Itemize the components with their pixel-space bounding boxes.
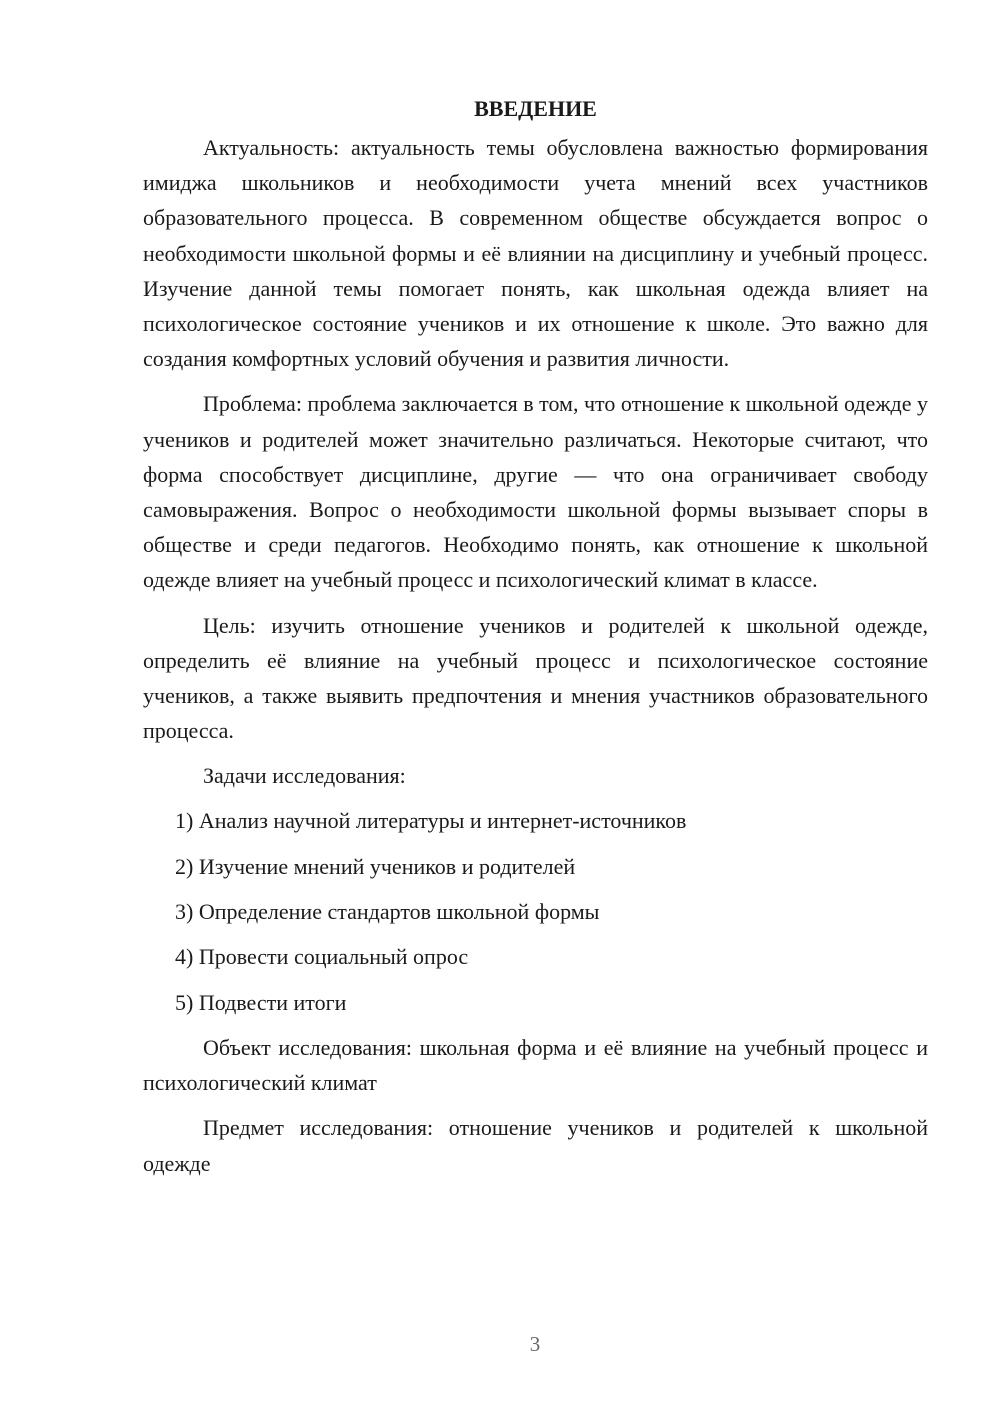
list-item: 3) Определение стандартов школьной формы [175,899,600,925]
problem-paragraph: Проблема: проблема заключается в том, что отношение к школьной одежде у учеников и родителей может значительно различаться. Некоторые считают, что форма способствует дисциплине, другие — что она ограничивает свободу самовыражения. Вопрос о необходимости школьной формы вызывает споры в обществе и среди педагогов. Необходимо понять, как отношение к школьной одежде влияет на учебный процесс и психологический климат в классе. [143,391,928,593]
list-item: 5) Подвести итоги [175,989,347,1015]
list-item: 4) Провести социальный опрос [175,944,469,970]
goal-paragraph: Цель: изучить отношение учеников и родителей к школьной одежде, определить её влияние на учебный процесс и психологическое состояние учеников, а также выявить предпочтения и мнения участников образовательного процесса. [143,612,928,744]
relevance-paragraph: Актуальность: актуальность темы обусловлена важностью формирования имиджа школьников и необходимости учета мнений всех участников образовательного процесса. В современном обществе обсуждается вопрос о необходимости школьной формы и её влиянии на дисциплину и учебный процесс. Изучение данной темы помогает понять, как школьная одежда влияет на психологическое состояние учеников и их отношение к школе. Это важно для создания комфортных условий обучения и развития личности. [143,135,928,372]
subject-paragraph: Предмет исследования: отношение учеников и родителей к школьной одежде [143,1115,928,1176]
list-item: 2) Изучение мнений учеников и родителей [175,853,576,879]
page-number: 3 [529,1332,541,1356]
tasks-heading: Задачи исследования: [203,763,406,789]
list-item: 1) Анализ научной литературы и интернет-источников [175,808,687,834]
object-paragraph: Объект исследования: школьная форма и её влияние на учебный процесс и психологический климат [143,1034,928,1096]
tasks-list [143,803,928,1019]
section-title: ВВЕДЕНИЕ [474,96,597,121]
document-page [143,90,928,1191]
